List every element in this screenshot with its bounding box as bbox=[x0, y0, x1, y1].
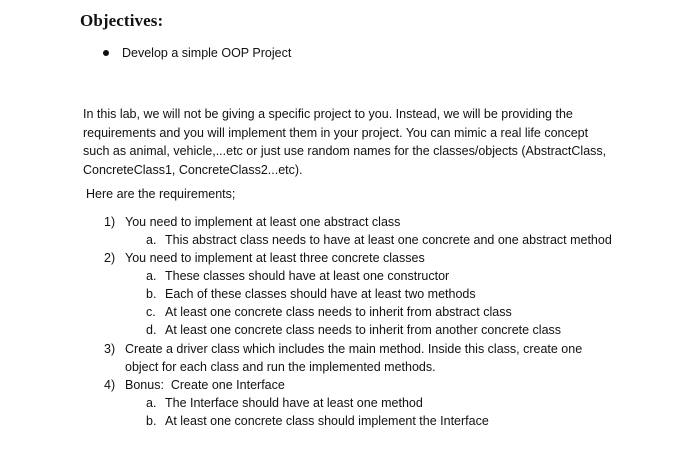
requirement-text: You need to implement at least three concrete classes bbox=[125, 251, 425, 265]
requirement-text: You need to implement at least one abstract class bbox=[125, 215, 401, 229]
intro-line: such as animal, vehicle,...etc or just use random names for the classes/objects (AbstractClass, bbox=[83, 144, 607, 159]
objectives-heading: Objectives: bbox=[80, 11, 164, 30]
subitem-text: At least one concrete class should implement the Interface bbox=[165, 414, 489, 428]
requirement-marker: 2) bbox=[104, 251, 116, 265]
subitem-marker: a. bbox=[146, 396, 157, 410]
requirement-marker: 4) bbox=[104, 378, 116, 392]
subitem-marker: a. bbox=[146, 269, 157, 283]
subitem-text: The Interface should have at least one method bbox=[165, 396, 423, 410]
intro-line: ConcreteClass1, ConcreteClass2...etc). bbox=[83, 162, 303, 177]
subitem-marker: a. bbox=[146, 233, 157, 247]
subitem-text: At least one concrete class needs to inherit from another concrete class bbox=[165, 323, 562, 337]
requirement-text: Create a driver class which includes the main method. Inside this class, create one bbox=[125, 342, 583, 356]
subitem-text: These classes should have at least one constructor bbox=[165, 269, 450, 283]
subitem-marker: b. bbox=[146, 287, 157, 301]
intro-line: In this lab, we will not be giving a specific project to you. Instead, we will be providing the bbox=[83, 107, 573, 121]
objective-text: Develop a simple OOP Project bbox=[122, 46, 292, 60]
requirement-marker: 1) bbox=[104, 215, 116, 229]
requirement-text-continued: object for each class and run the implemented methods. bbox=[125, 360, 436, 374]
subitem-text: This abstract class needs to have at least one concrete and one abstract method bbox=[165, 233, 612, 247]
requirement-marker: 3) bbox=[104, 342, 116, 356]
subitem-marker: c. bbox=[146, 305, 156, 319]
bullet-icon bbox=[103, 50, 109, 56]
subitem-text: Each of these classes should have at least two methods bbox=[165, 287, 476, 301]
subitem-text: At least one concrete class needs to inherit from abstract class bbox=[165, 305, 512, 319]
subitem-marker: b. bbox=[146, 414, 157, 428]
objective-bullet-item bbox=[103, 46, 291, 60]
requirements-heading: Here are the requirements; bbox=[86, 187, 236, 201]
intro-paragraph bbox=[83, 105, 623, 179]
intro-line: requirements and you will implement them in your project. You can mimic a real life concept bbox=[83, 125, 589, 140]
subitem-marker: d. bbox=[146, 323, 157, 337]
requirement-text: Bonus: Create one Interface bbox=[125, 378, 285, 392]
